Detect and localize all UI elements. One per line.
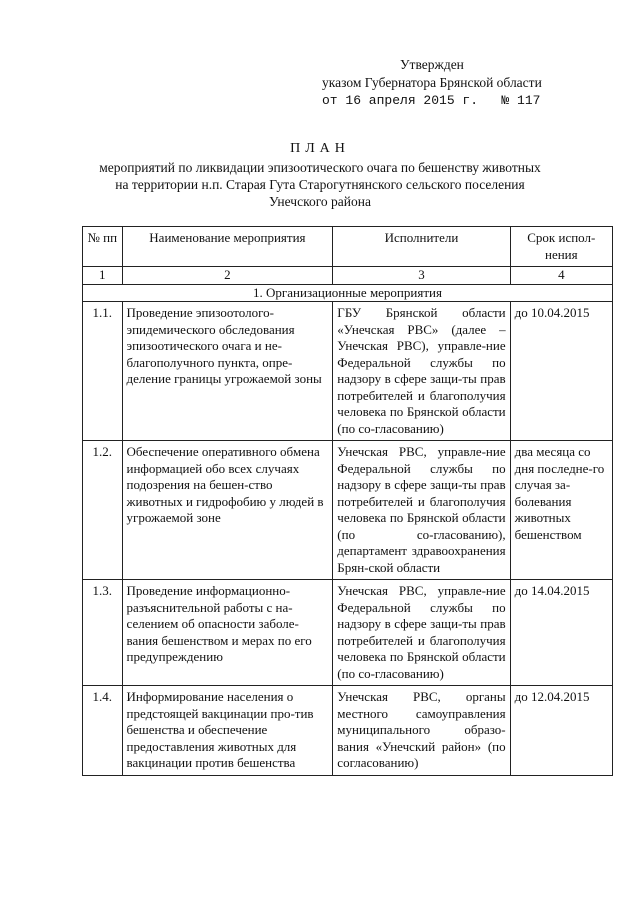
title-heading: ПЛАН (290, 141, 350, 156)
header-term: Срок испол-нения (510, 227, 612, 267)
header-name: Наименование мероприятия (122, 227, 333, 267)
section-row (83, 284, 613, 302)
document-title (0, 140, 640, 210)
section-title: 1. Организационные мероприятия (83, 284, 613, 302)
row-num: 1.1. (83, 302, 123, 441)
row-exec: Унечская РВС, управле-ние Федеральной службы по надзору в сфере защи-ты прав потребителей и благополучия человека по Брянской области (по со-гласованию), департамент здравоохранения Брян-ской области (333, 441, 510, 580)
title-line-3: Унечского района (269, 194, 371, 209)
approval-stamp (322, 56, 542, 110)
approval-line-approved: Утвержден (400, 57, 464, 72)
row-term: два месяца со дня последне-го случая за-болевания животных бешенством (510, 441, 612, 580)
col-number-1: 1 (83, 267, 123, 285)
header-num: № пп (83, 227, 123, 267)
row-num: 1.3. (83, 580, 123, 686)
col-number-4: 4 (510, 267, 612, 285)
title-line-1: мероприятий по ликвидации эпизоотического очага по бешенству животных (99, 160, 541, 175)
row-num: 1.2. (83, 441, 123, 580)
approval-line-date-number: от 16 апреля 2015 г. № 117 (322, 93, 541, 108)
table-row (83, 441, 613, 580)
col-number-2: 2 (122, 267, 333, 285)
row-term: до 10.04.2015 (510, 302, 612, 441)
row-term: до 14.04.2015 (510, 580, 612, 686)
row-name: Обеспечение оперативного обмена информацией обо всех случаях подозрения на бешен-ство животных и гидрофобию у людей в угрожаемой зоне (122, 441, 333, 580)
row-name: Проведение информационно-разъяснительной работы с на-селением об опасности заболе-вания бешенством и мерах по его предупреждению (122, 580, 333, 686)
column-number-row (83, 267, 613, 285)
row-exec: ГБУ Брянской области «Унечская РВС» (далее – Унечская РВС), управле-ние Федеральной службы по надзору в сфере защи-ты прав потребителей и благополучия человека по Брянской области (по со-гласованию) (333, 302, 510, 441)
table-row (83, 580, 613, 686)
row-exec: Унечская РВС, управле-ние Федеральной службы по надзору в сфере защи-ты прав потребителей и благополучия человека по Брянской области (по со-гласованию) (333, 580, 510, 686)
row-exec: Унечская РВС, органы местного самоуправления муниципального образо-вания «Унечский район» (по согласованию) (333, 686, 510, 776)
row-name: Информирование населения о предстоящей вакцинации про-тив бешенства и обеспечение предоставления животных для вакцинации против бешенства (122, 686, 333, 776)
row-term: до 12.04.2015 (510, 686, 612, 776)
title-line-2: на территории н.п. Старая Гута Старогутнянского сельского поселения (115, 177, 525, 192)
table-row (83, 302, 613, 441)
table-header-row (83, 227, 613, 267)
col-number-3: 3 (333, 267, 510, 285)
approval-line-decree: указом Губернатора Брянской области (322, 75, 542, 90)
header-exec: Исполнители (333, 227, 510, 267)
row-num: 1.4. (83, 686, 123, 776)
plan-table (82, 226, 613, 776)
row-name: Проведение эпизоотолого-эпидемического обследования эпизоотического очага и не-благополучного пункта, опре-деление границы угрожаемой зоны (122, 302, 333, 441)
table-row (83, 686, 613, 776)
